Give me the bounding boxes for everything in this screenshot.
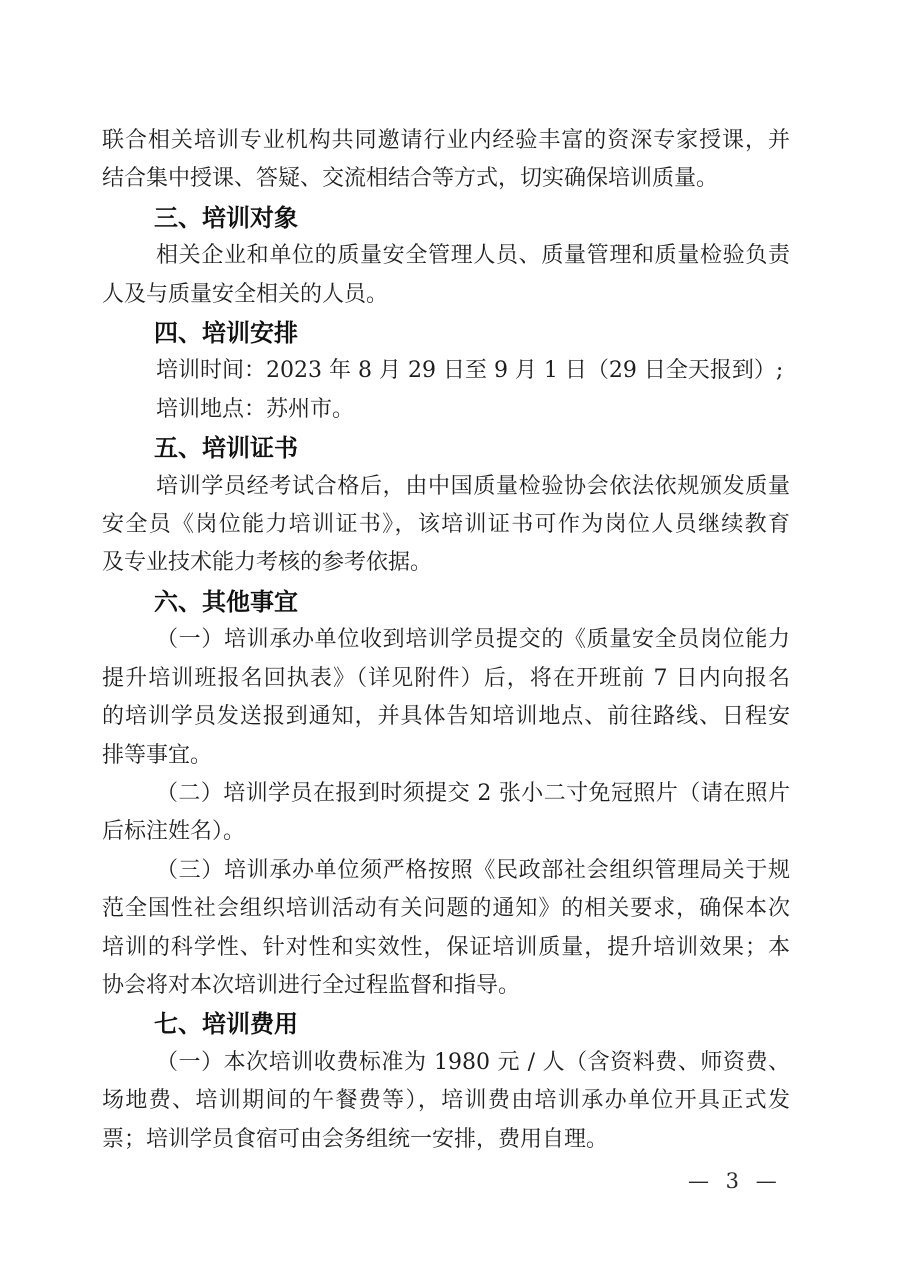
text-line: 联合相关培训专业机构共同邀请行业内经验丰富的资深专家授课，并 xyxy=(102,128,790,153)
text-line: 相关企业和单位的质量安全管理人员、质量管理和质量检验负责 xyxy=(156,243,790,269)
section-heading: 五、培训证书 xyxy=(154,434,298,463)
text-line: （一）本次培训收费标准为 1980 元 / 人（含资料费、师资费、 xyxy=(156,1049,790,1075)
paragraph xyxy=(102,468,790,583)
paragraph xyxy=(102,775,790,852)
paragraph xyxy=(102,852,790,1006)
section-heading: 三、培训对象 xyxy=(154,203,298,232)
paragraph xyxy=(102,237,790,314)
text-line: 培训地点：苏州市。 xyxy=(156,396,355,422)
text-line: 票；培训学员食宿可由会务组统一安排，费用自理。 xyxy=(102,1126,609,1152)
section-heading: 四、培训安排 xyxy=(154,319,298,348)
paragraph xyxy=(102,621,790,775)
text-line: 后标注姓名）。 xyxy=(102,819,246,845)
text-line: 及专业技术能力考核的参考依据。 xyxy=(102,550,433,576)
text-line: 协会将对本次培训进行全过程监督和指导。 xyxy=(102,972,521,998)
paragraph xyxy=(102,352,790,390)
text-line: 场地费、培训期间的午餐费等），培训费由培训承办单位开具正式发 xyxy=(102,1088,790,1114)
text-line: 培训时间：2023 年 8 月 29 日至 9 月 1 日（29 日全天报到）; xyxy=(156,358,784,384)
text-line: （二）培训学员在报到时须提交 2 张小二寸免冠照片（请在照片 xyxy=(156,780,790,806)
text-line: 的培训学员发送报到通知，并具体告知培训地点、前往路线、日程安 xyxy=(102,704,790,730)
text-line: （一）培训承办单位收到培训学员提交的《质量安全员岗位能力 xyxy=(156,627,790,653)
text-line: （三）培训承办单位须严格按照《民政部社会组织管理局关于规 xyxy=(156,857,790,883)
paragraph xyxy=(102,391,790,429)
section-heading: 七、培训费用 xyxy=(154,1010,298,1039)
text-line: 培训学员经考试合格后，由中国质量检验协会依法依规颁发质量 xyxy=(156,473,790,499)
document-body xyxy=(102,122,790,1159)
text-line: 人及与质量安全相关的人员。 xyxy=(102,281,389,307)
paragraph xyxy=(102,1044,790,1159)
text-line: 培训的科学性、针对性和实效性，保证培训质量，提升培训效果；本 xyxy=(102,934,790,960)
section-heading: 六、其他事宜 xyxy=(154,587,298,616)
paragraph xyxy=(102,122,790,199)
text-line: 范全国性社会组织培训活动有关问题的通知》的相关要求，确保本次 xyxy=(102,896,790,922)
text-line: 安全员《岗位能力培训证书》，该培训证书可作为岗位人员继续教育 xyxy=(102,512,790,538)
text-line: 结合集中授课、答疑、交流相结合等方式，切实确保培训质量。 xyxy=(102,166,719,192)
text-line: 排等事宜。 xyxy=(102,742,213,768)
text-line: 提升培训班报名回执表》（详见附件）后，将在开班前 7 日内向报名 xyxy=(102,665,790,691)
page-number: — 3 — xyxy=(688,1169,782,1193)
